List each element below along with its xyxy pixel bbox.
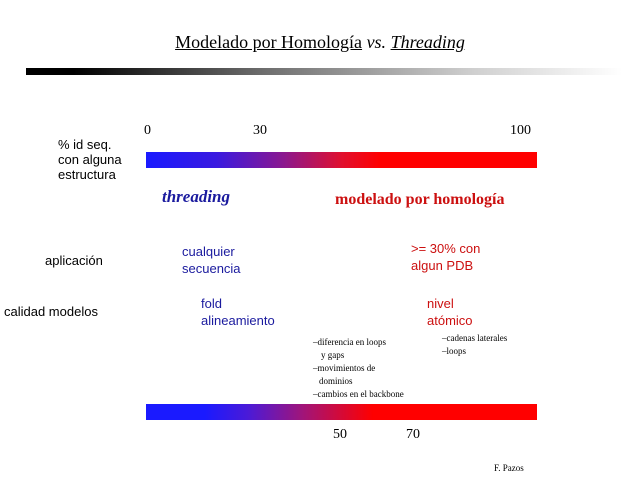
identity-gradient-bar-bottom	[146, 404, 537, 420]
aplicacion-homologia-line2: algun PDB	[411, 258, 474, 273]
label-id-seq	[58, 137, 122, 182]
aplicacion-threading-line2: secuencia	[182, 261, 241, 276]
note-right-1: –cadenas laterales	[442, 333, 508, 343]
method-threading: threading	[162, 187, 231, 206]
author-credit: F. Pazos	[494, 463, 524, 473]
aplicacion-homologia-line1: >= 30% con	[411, 241, 481, 256]
notes-middle	[313, 336, 404, 401]
calidad-homologia-line2: atómico	[427, 313, 473, 328]
calidad-threading-line2: alineamiento	[201, 313, 275, 328]
tick-0: 0	[144, 123, 151, 138]
label-aplicacion: aplicación	[45, 253, 103, 268]
calidad-homologia	[427, 295, 473, 329]
title-main: Modelado por Homología	[175, 32, 363, 52]
tick-30: 30	[253, 123, 267, 138]
title-vs: vs.	[366, 32, 387, 52]
note-middle-2: y gaps	[321, 350, 345, 360]
note-right-2: –loops	[442, 346, 467, 356]
calidad-homologia-line1: nivel	[427, 296, 454, 311]
calidad-threading	[201, 295, 275, 329]
label-calidad: calidad modelos	[4, 304, 98, 319]
calidad-threading-line1: fold	[201, 296, 222, 311]
tick-50: 50	[333, 427, 347, 442]
aplicacion-homologia	[411, 240, 480, 274]
note-middle-1: –diferencia en loops	[313, 337, 386, 347]
label-id-seq-line1: % id seq.	[58, 137, 112, 152]
label-id-seq-line3: estructura	[58, 167, 116, 182]
title-threading: Threading	[390, 32, 465, 52]
aplicacion-threading	[182, 243, 241, 277]
label-id-seq-line2: con alguna	[58, 152, 122, 167]
tick-100: 100	[510, 123, 531, 138]
notes-right	[442, 332, 507, 358]
method-homologia: modelado por homología	[335, 191, 505, 208]
note-middle-3: –movimientos de	[313, 363, 376, 373]
note-middle-5: –cambios en el backbone	[313, 389, 404, 399]
note-middle-4: dominios	[319, 376, 353, 386]
aplicacion-threading-line1: cualquier	[182, 244, 235, 259]
title-divider	[26, 68, 622, 75]
slide-title	[0, 32, 640, 53]
tick-70: 70	[406, 427, 420, 442]
identity-gradient-bar-top	[146, 152, 537, 168]
